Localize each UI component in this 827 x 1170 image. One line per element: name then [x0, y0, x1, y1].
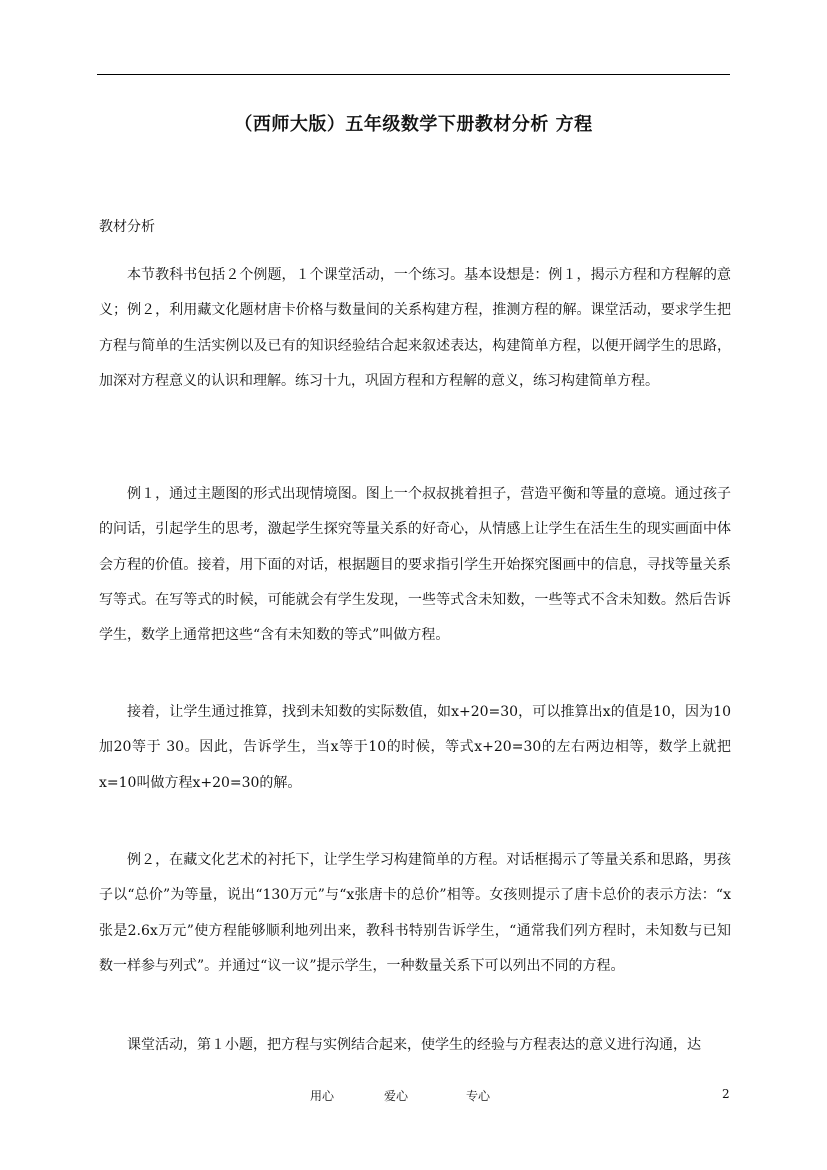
paragraph-overview: 本节教科书包括２个例题，１个课堂活动，一个练习。基本设想是：例１，揭示方程和方程解的意义；例２，利用藏文化题材唐卡价格与数量间的关系构建方程，推测方程的解。课堂活动，要求学生把方程与简单的生活实例以及已有的知识经验结合起来叙述表达，构建简单方程，以便开阔学生的思路，加深对方程意义的认识和理解。练习十九，巩固方程和方程解的意义，练习构建简单方程。	[99, 267, 731, 389]
page-number: 2	[722, 1087, 730, 1101]
page-footer	[0, 1087, 827, 1107]
paragraph-solution: 接着，让学生通过推算，找到未知数的实际数值，如x+20=30，可以推算出x的值是10，因为10加20等于 30。因此，告诉学生，当x等于10的时候，等式x+20=30的左右两边相等，数学上就把x=10叫做方程x+20=30的解。	[99, 704, 731, 791]
paragraph-example-1: 例１，通过主题图的形式出现情境图。图上一个叔叔挑着担子，营造平衡和等量的意境。通过孩子的问话，引起学生的思考，激起学生探究等量关系的好奇心，从情感上让学生在活生生的现实画面中体会方程的价值。接着，用下面的对话，根据题目的要求指引学生开始探究图画中的信息，寻找等量关系写等式。在写等式的时候，可能就会有学生发现，一些等式含未知数，一些等式不含未知数。然后告诉学生，数学上通常把这些“含有未知数的等式”叫做方程。	[99, 486, 731, 644]
paragraph-class-activity: 课堂活动，第１小题，把方程与实例结合起来，使学生的经验与方程表达的意义进行沟通，达	[127, 1037, 701, 1053]
footer-motto: 爱心	[384, 1089, 409, 1103]
header-rule	[97, 74, 730, 75]
document-title: （西师大版）五年级数学下册教材分析 方程	[234, 114, 593, 135]
paragraph-example-2: 例２，在藏文化艺术的衬托下，让学生学习构建简单的方程。对话框揭示了等量关系和思路，男孩子以“总价”为等量，说出“130万元”与“x张唐卡的总价”相等。女孩则提示了唐卡总价的表示方法：“x张是2.6x万元”使方程能够顺利地列出来，教科书特别告诉学生，“通常我们列方程时，未知数与已知数一样参与列式”。并通过“议一议”提示学生，一种数量关系下可以列出不同的方程。	[99, 852, 731, 974]
section-heading: 教材分析	[99, 219, 155, 235]
footer-motto: 用心	[310, 1089, 335, 1103]
footer-motto: 专心	[466, 1089, 491, 1103]
